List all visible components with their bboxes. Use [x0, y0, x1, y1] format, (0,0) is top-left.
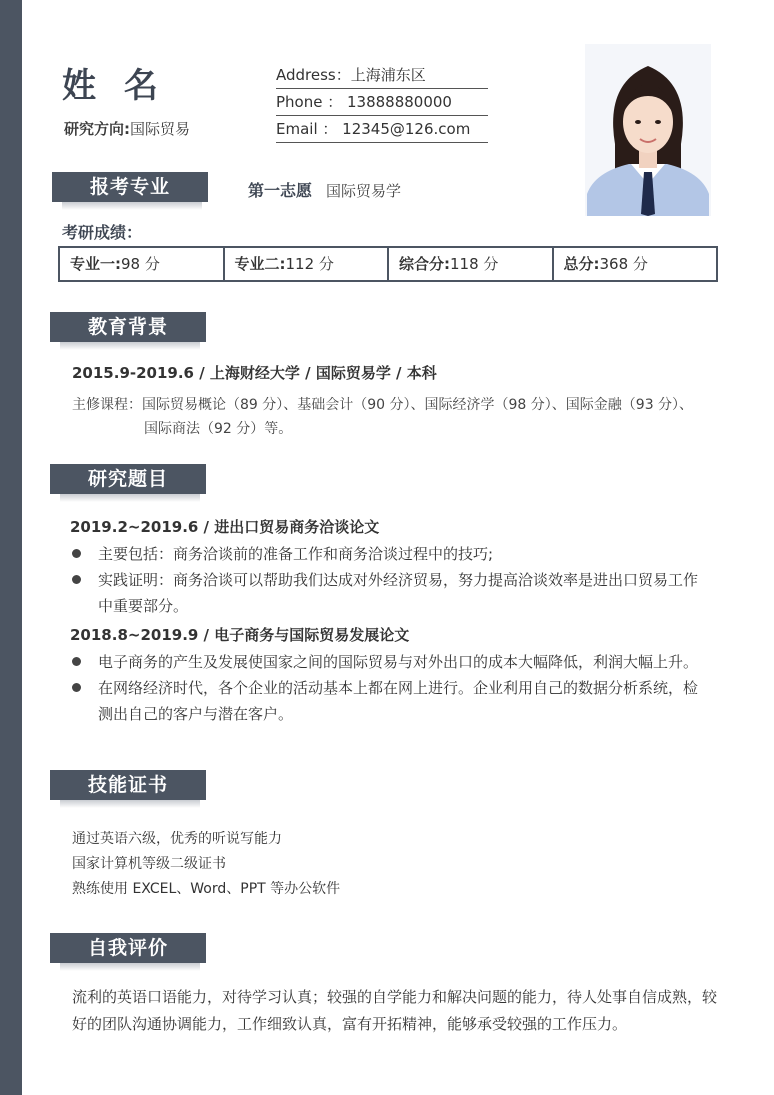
score-cell-comprehensive	[389, 248, 554, 280]
score-table	[58, 246, 718, 282]
resume-name: 姓 名	[62, 66, 166, 106]
list-item-text: 在网络经济时代，各个企业的活动基本上都在网上进行。企业利用自己的数据分析系统，检测出自己的客户与潜在客户。	[98, 679, 699, 723]
research-direction-label: 研究方向:	[64, 120, 130, 138]
section-header-self-eval	[50, 933, 206, 965]
section-header-education	[50, 312, 206, 344]
score-label: 综合分:	[399, 255, 450, 273]
left-sidebar-stripe	[0, 0, 22, 1095]
first-choice-label: 第一志愿	[248, 181, 313, 200]
project-title: 2019.2~2019.6 / 进出口贸易商务洽谈论文	[70, 518, 380, 536]
section-header-major	[52, 172, 208, 204]
score-value: 98 分	[121, 255, 160, 273]
courses-line: 国际商法（92 分）等。	[144, 421, 293, 437]
list-item-text: 电子商务的产生及发展使国家之间的国际贸易与对外出口的成本大幅降低，利润大幅上升。	[98, 653, 699, 671]
section-title-skills: 技能证书	[87, 774, 168, 796]
section-title-major: 报考专业	[89, 176, 170, 198]
research-direction	[64, 118, 190, 139]
section-title-research: 研究题目	[87, 468, 168, 490]
score-cell-major2	[225, 248, 390, 280]
person-portrait-icon	[585, 44, 711, 216]
score-value: 118 分	[450, 255, 499, 273]
list-item	[72, 567, 712, 619]
first-choice	[248, 178, 401, 201]
section-header-skills	[50, 770, 206, 802]
skill-item: 熟练使用 EXCEL、Word、PPT 等办公软件	[72, 881, 341, 897]
list-item-text: 实践证明：商务洽谈可以帮助我们达成对外经济贸易，努力提高洽谈效率是进出口贸易工作中重要部分。	[98, 571, 699, 615]
score-label: 总分:	[563, 255, 600, 273]
list-item	[72, 649, 712, 675]
section-title-self-eval: 自我评价	[87, 937, 168, 959]
score-cell-major1	[60, 248, 225, 280]
contact-email: Email ： 12345@126.com	[276, 118, 488, 143]
education-entry: 2015.9-2019.6 / 上海财经大学 / 国际贸易学 / 本科	[72, 364, 437, 382]
bullet-dot-icon	[72, 575, 81, 584]
courses-line: 主修课程：国际贸易概论（89 分）、基础会计（90 分）、国际经济学（98 分）、国际金融（93 分）、	[72, 397, 694, 413]
score-title: 考研成绩：	[62, 223, 143, 242]
score-label: 专业一:	[70, 255, 121, 273]
skill-item: 国家计算机等级二级证书	[72, 856, 226, 872]
list-item	[72, 675, 712, 727]
section-title-education: 教育背景	[87, 316, 168, 338]
list-item-text: 主要包括：商务洽谈前的准备工作和商务洽谈过程中的技巧;	[98, 545, 494, 563]
bullet-dot-icon	[72, 549, 81, 558]
score-cell-total	[554, 248, 717, 280]
score-value: 112 分	[285, 255, 334, 273]
self-evaluation-text: 流利的英语口语能力，对待学习认真；较强的自学能力和解决问题的能力，待人处事自信成熟，较好的团队沟通协调能力，工作细致认真，富有开拓精神，能够承受较强的工作压力。	[72, 988, 718, 1033]
skill-item: 通过英语六级，优秀的听说写能力	[72, 831, 282, 847]
bullet-dot-icon	[72, 683, 81, 692]
project-title: 2018.8~2019.9 / 电子商务与国际贸易发展论文	[70, 626, 410, 644]
contact-address: Address：上海浦东区	[276, 64, 488, 89]
contact-phone: Phone ： 13888880000	[276, 91, 488, 116]
score-label: 专业二:	[234, 255, 286, 273]
profile-photo	[585, 44, 711, 216]
list-item	[72, 541, 712, 567]
research-direction-value: 国际贸易	[130, 120, 191, 138]
score-value: 368 分	[599, 255, 648, 273]
first-choice-value: 国际贸易学	[326, 182, 402, 200]
section-header-research	[50, 464, 206, 496]
bullet-dot-icon	[72, 657, 81, 666]
courses	[72, 393, 712, 441]
